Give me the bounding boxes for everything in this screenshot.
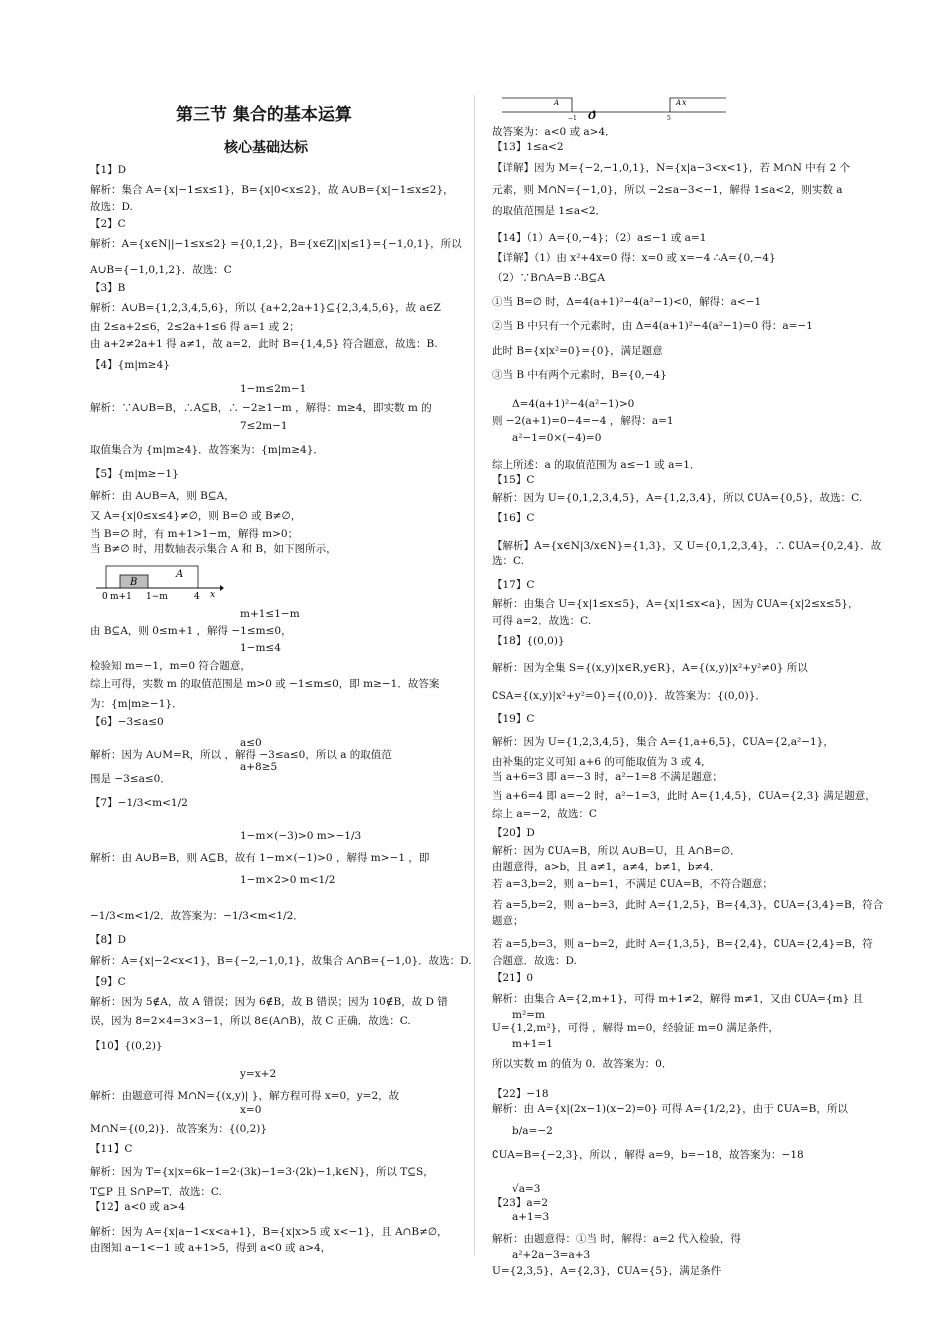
left-line: 【10】{(0,2)} (90, 1040, 163, 1052)
left-line: 由图知 a−1<−1 或 a+1>5，得到 a<0 或 a>4， (90, 1242, 332, 1254)
left-line: 由 B⊆A，则 0≤m+1 ，解得 −1≤m≤0， (90, 625, 292, 637)
right-line: 故答案为：a<0 或 a>4． (492, 126, 616, 138)
right-line: 【15】C (492, 474, 535, 486)
left-line: 【3】B (90, 282, 126, 294)
section-title: 第三节 集合的基本运算 (176, 105, 352, 125)
right-line: 【20】D (492, 827, 535, 839)
left-line: 误，因为 8=2×4=3×3−1，所以 8∈(A∩B)，故 C 正确．故选：C. (90, 1015, 411, 1027)
left-line: y=x+2 (240, 1068, 277, 1080)
right-line: ∁SA={(x,y)|x²+y²=0}={(0,0)}．故答案为：{(0,0)}． (492, 690, 766, 702)
right-line: 【18】{(0,0)} (492, 635, 565, 647)
left-line: 【1】D (90, 164, 127, 176)
fig12-label-5: 5 (667, 115, 671, 122)
number-line-figure-q5 (94, 562, 224, 600)
right-line: 【17】C (492, 579, 535, 591)
left-line: 【12】a<0 或 a>4 (90, 1201, 186, 1213)
left-line: 当 B≠∅ 时，用数轴表示集合 A 和 B，如下图所示， (90, 543, 337, 555)
right-line: 解析：由 A={x|(2x−1)(x−2)=0} 可得 A={1/2,2}，由于 ∁UA=B，所以 (492, 1103, 848, 1115)
fig5-label-x: x (210, 590, 216, 600)
left-line: 1−m×2>0 m<1/2 (240, 874, 336, 886)
left-line: 1−m×(−3)>0 m>−1/3 (240, 830, 362, 842)
fig5-label-A: A (176, 569, 184, 580)
right-line: 元素，则 M∩N={−1,0}，所以 −2≤a−3<−1，解得 1≤a<2，则实数 a (492, 184, 843, 196)
right-line: 【21】0 (492, 972, 534, 984)
right-line: 题意； (492, 915, 524, 927)
left-line: 【6】−3≤a≤0 (90, 716, 164, 728)
right-line: 则 −2(a+1)=0−4=−4 ，解得：a=1 (492, 415, 674, 427)
right-line: ②当 B 中只有一个元素时，由 Δ=4(a+1)²−4(a²−1)=0 得：a=−1 (492, 320, 813, 332)
right-line: ③当 B 中有两个元素时，B={0,−4} (492, 369, 667, 381)
left-line: 故选：D. (90, 201, 133, 213)
left-line: 解析：A={x∈N||−1≤x≤2} ={0,1,2}，B={x∈Z||x|≤1}={−1,0,1}，所以 (90, 238, 462, 250)
fig12-label-O: O (588, 112, 596, 122)
left-line: 解析：因为 5∉A，故 A 错误；因为 6∉B，故 B 错误；因为 10∉B，故 D 错 (90, 996, 448, 1008)
left-line: 解析：由 A∪B=A，则 B⊆A， (90, 490, 235, 502)
right-line: 综上所述：a 的取值范围为 a≤−1 或 a=1． (492, 459, 701, 471)
left-line: 解析：集合 A={x|−1≤x≤1}，B={x|0<x≤2}，故 A∪B={x|−1≤x≤2}， (90, 184, 454, 196)
right-line: ①当 B=∅ 时，Δ=4(a+1)²−4(a²−1)<0，解得：a<−1 (492, 296, 762, 308)
right-line: U={1,2,m²}，可得 ，解得 m=0，经验证 m=0 满足条件， (492, 1022, 779, 1034)
right-line: 综上 a=−2，故选：C (492, 808, 597, 820)
right-line: 解析：由集合 U={x|1≤x≤5}，A={x|1≤x<a}，因为 ∁UA={x|2≤x≤5}， (492, 598, 859, 610)
left-line: 解析：因为 A={x|a−1<x<a+1}，B={x|x>5 或 x<−1}，且 A∩B≠∅， (90, 1226, 448, 1238)
right-line: 由补集的定义可知 a+6 的可能取值为 3 或 4, (492, 756, 705, 768)
right-line: 合题意．故选：D. (492, 955, 577, 967)
right-line: 由题意得，a>b，且 a≠1，a≠4，b≠1，b≠4． (492, 861, 721, 873)
right-line: 【解析】A={x∈N|3/x∈N}={1,3}，又 U={0,1,2,3,4}，∴ ∁UA={0,2,4}．故 (492, 540, 882, 552)
right-line: m+1=1 (512, 1038, 553, 1050)
left-line: m+1≤1−m (240, 608, 300, 620)
right-line: 【详解】因为 M={−2,−1,0,1}，N={x|a−3<x<1}，若 M∩N 中有 2 个 (492, 162, 851, 174)
right-line: 【16】C (492, 512, 535, 524)
right-line: 此时 B={x|x²=0}={0}，满足题意 (492, 345, 663, 357)
right-line: 【22】−18 (492, 1088, 549, 1100)
left-line: 由 a+2≠2a+1 得 a≠1，故 a=2．此时 B={1,4,5} 符合题意，故选：B. (90, 338, 438, 350)
number-line-figure-q12 (502, 92, 728, 122)
right-line: 【19】C (492, 713, 535, 725)
left-line: 【8】D (90, 934, 127, 946)
fig5-label-1m: 1−m (146, 592, 168, 600)
right-line: 【13】1≤a<2 (492, 141, 564, 153)
fig5-label-B: B (130, 577, 138, 588)
left-line: a+8≥5 (240, 761, 278, 773)
section-subtitle: 核心基础达标 (224, 140, 308, 156)
left-line: 解析：由题意可得 M∩N={(x,y)| }，解方程可得 x=0，y=2，故 (90, 1090, 400, 1102)
right-line: 若 a=5,b=2，则 a−b=3，此时 A={1,2,5}，B={4,3}，∁UA={3,4}=B，符合 (492, 899, 884, 911)
right-line: （2）∵B∩A=B ∴B⊆A (492, 272, 605, 284)
right-line: U={2,3,5}，A={2,3}，∁UA={5}，满足条件 (492, 1265, 722, 1277)
right-line: 当 a+6=4 即 a=−2 时，a²−1=3，此时 A={1,4,5}，∁UA={2,3} 满足题意， (492, 790, 876, 802)
column-divider (474, 95, 475, 1255)
right-line: 【详解】（1）由 x²+4x=0 得：x=0 或 x=−4 ∴A={0,−4} (492, 252, 776, 264)
left-line: 1−m≤2m−1 (240, 383, 307, 395)
left-line: 解析：因为 A∪M=R，所以 ，解得 −3≤a≤0，所以 a 的取值范 (90, 749, 392, 761)
right-line: 【23】a=2 (492, 1197, 549, 1209)
right-line: 解析：由集合 A={2,m+1}，可得 m+1≠2，解得 m≠1，又由 ∁UA={m} 且 (492, 993, 864, 1005)
right-line: m²=m (512, 1009, 545, 1021)
right-line: 所以实数 m 的值为 0．故答案为：0． (492, 1058, 673, 1070)
right-line: 若 a=5,b=3，则 a−b=2，此时 A={1,3,5}，B={2,4}，∁UA={2,4}=B，符 (492, 938, 873, 950)
right-line: 可得 a=2．故选：C. (492, 615, 592, 627)
fig5-label-4: 4 (194, 592, 200, 600)
right-line: 解析：因为 U={0,1,2,3,4,5}，A={1,2,3,4}，所以 ∁UA={0,5}，故选：C. (492, 492, 863, 504)
right-line: 解析：因为全集 S={(x,y)|x∈R,y∈R}，A={(x,y)|x²+y²≠0} 所以 (492, 662, 808, 674)
right-line: ∁UA=B={−2,3}，所以 ，解得 a=9，b=−18，故答案为：−18 (492, 1149, 804, 1161)
left-line: 【5】{m|m≥−1} (90, 468, 179, 480)
left-line: 解析：A={x|−2<x<1}，B={−2,−1,0,1}，故集合 A∩B={−1,0}．故选：D. (90, 955, 472, 967)
right-line: b/a=−2 (512, 1125, 553, 1137)
right-line: 解析：因为 U={1,2,3,4,5}，集合 A={1,a+6,5}，∁UA={2,a²−1}， (492, 736, 834, 748)
right-line: 解析：由题意得：①当 时，解得：a=2 代入检验，得 (492, 1233, 741, 1245)
right-line: 若 a=3,b=2，则 a−b=1，不满足 ∁UA=B，不符合题意； (492, 878, 773, 890)
right-line: 的取值范围是 1≤a<2． (492, 205, 607, 217)
left-line: A∪B={−1,0,1,2}．故选：C (90, 264, 232, 276)
fig12-label-A-right: A (676, 99, 682, 107)
left-line: 【9】C (90, 976, 126, 988)
right-line: √a=3 (512, 1183, 541, 1195)
left-line: a≤0 (240, 737, 262, 749)
left-line: −1/3<m<1/2．故答案为：−1/3<m<1/2． (90, 910, 304, 922)
fig12-label-neg1: −1 (568, 115, 577, 122)
left-line: 【4】{m|m≥4} (90, 359, 170, 371)
left-line: M∩N={(0,2)}．故答案为：{(0,2)} (90, 1123, 268, 1135)
fig5-label-0: 0 (102, 592, 108, 600)
right-line: 解析：因为 ∁UA=B，所以 A∪B=U，且 A∩B=∅． (492, 845, 741, 857)
left-line: 7≤2m−1 (240, 420, 288, 432)
left-line: 解析：由 A∪B=B，则 A⊆B，故有 1−m×(−1)>0 ，解得 m>−1 ，即 (90, 852, 430, 864)
left-line: 【11】C (90, 1143, 133, 1155)
left-line: 围是 −3≤a≤0． (90, 773, 171, 785)
fig12-label-A-left: A (554, 99, 560, 107)
left-line: 取值集合为 {m|m≥4}．故答案为：{m|m≥4}． (90, 444, 324, 456)
left-line: 【7】−1/3<m<1/2 (90, 797, 188, 809)
right-line: a²−1=0×(−4)=0 (512, 432, 602, 444)
left-line: 综上可得，实数 m 的取值范围是 m>0 或 −1≤m≤0，即 m≥−1．故答案 (90, 678, 440, 690)
left-line: 又 A={x|0≤x≤4}≠∅，则 B=∅ 或 B≠∅， (90, 510, 302, 522)
left-line: 【2】C (90, 218, 126, 230)
left-line: 解析：A∪B={1,2,3,4,5,6}，所以 {a+2,2a+1}⊆{2,3,4,5,6}，故 a∈Z (90, 302, 441, 314)
left-line: 由 2≤a+2≤6，2≤2a+1≤6 得 a=1 或 2； (90, 321, 300, 333)
left-line: 为：{m|m≥−1}． (90, 698, 183, 710)
right-line: 【14】（1）A={0,−4}；（2）a≤−1 或 a=1 (492, 232, 707, 244)
left-line: x=0 (240, 1104, 262, 1116)
right-line: 当 a+6=3 即 a=−3 时，a²−1=8 不满足题意； (492, 771, 723, 783)
left-line: 解析：因为 T={x|x=6k−1=2·(3k)−1=3·(2k)−1,k∈N}，所以 T⊆S， (90, 1166, 434, 1178)
left-line: 解析：∵A∪B=B，∴A⊆B，∴ −2≥1−m ，解得：m≥4，即实数 m 的 (90, 402, 432, 414)
right-line: a+1=3 (512, 1211, 550, 1223)
right-line: Δ=4(a+1)²−4(a²−1)>0 (512, 398, 635, 410)
fig12-label-x: x (682, 98, 687, 107)
left-line: T⊆P 且 S∩P=T．故选：C. (90, 1186, 222, 1198)
fig5-label-m1: m+1 (110, 592, 132, 600)
right-line: 选：C. (492, 555, 524, 567)
left-line: 1−m≤4 (240, 642, 281, 654)
left-line: 当 B=∅ 时，有 m+1>1−m，解得 m>0； (90, 528, 299, 540)
right-line: a²+2a−3=a+3 (512, 1249, 591, 1261)
left-line: 检验知 m=−1，m=0 符合题意， (90, 660, 251, 672)
